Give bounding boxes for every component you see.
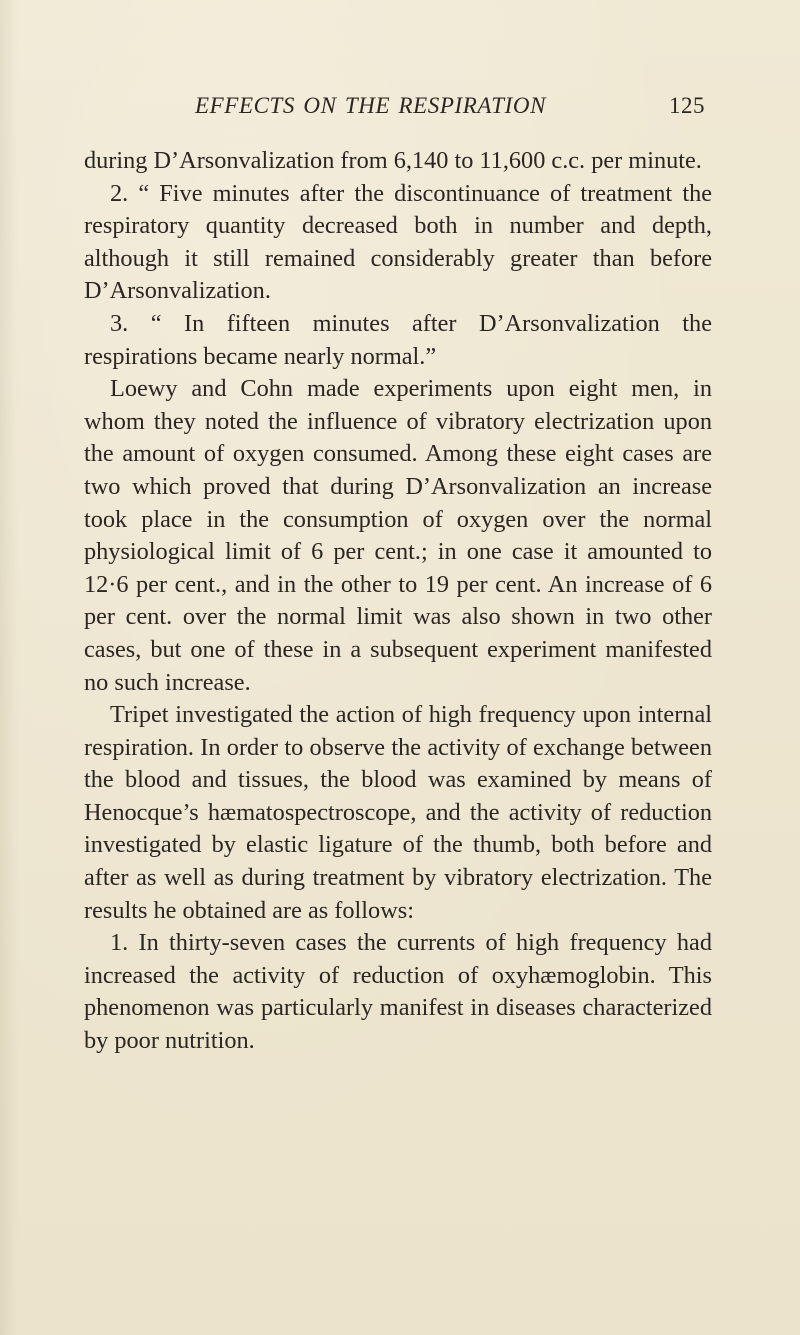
body-text xyxy=(84,145,712,1058)
paragraph-result-item-1: 1. In thirty-seven cases the currents of high frequency had increased the activity of reduction of oxyhæmoglobin. This phenomenon was particularly manifest in diseases characterized by poor nutrition. xyxy=(84,929,712,1055)
paragraph-quote-item-2: 2. “ Five minutes after the discontinuance of treatment the respiratory quantity decreased both in number and depth, although it still remained considerably greater than before D’Arsonvalization. xyxy=(84,179,712,305)
paragraph-loewy-cohn: Loewy and Cohn made experiments upon eight men, in whom they noted the influence of vibratory electrization upon the amount of oxygen consumed. Among these eight cases are two which proved that during D’Arsonvalization an increase took place in the consumption of oxygen over the normal physiological limit of 6 per cent.; in one case it amounted to 12·6 per cent., and in the other to 19 per cent. An increase of 6 per cent. over the normal limit was also shown in two other cases, but one of these in a subsequent experiment manifested no such increase. xyxy=(84,375,712,696)
running-head: EFFECTS ON THE RESPIRATION xyxy=(195,93,547,118)
spine-shadow xyxy=(0,0,18,1335)
page-header xyxy=(195,93,705,129)
paragraph-quote-item-3: 3. “ In fifteen minutes after D’Arsonvalization the respirations became nearly normal.” xyxy=(84,309,712,370)
page-number: 125 xyxy=(669,93,705,118)
paragraph-continuation: during D’Arsonvalization from 6,140 to 11,600 c.c. per minute. xyxy=(84,147,702,174)
paragraph-tripet: Tripet investigated the action of high frequency upon internal respiration. In order to observe the activity of exchange between the blood and tissues, the blood was examined by means of Henocque’s hæmatospectroscope, and the activity of reduction investigated by elastic ligature of the thumb, both before and after as well as during treatment by vibratory electrization. The results he obtained are as follows: xyxy=(84,701,712,924)
